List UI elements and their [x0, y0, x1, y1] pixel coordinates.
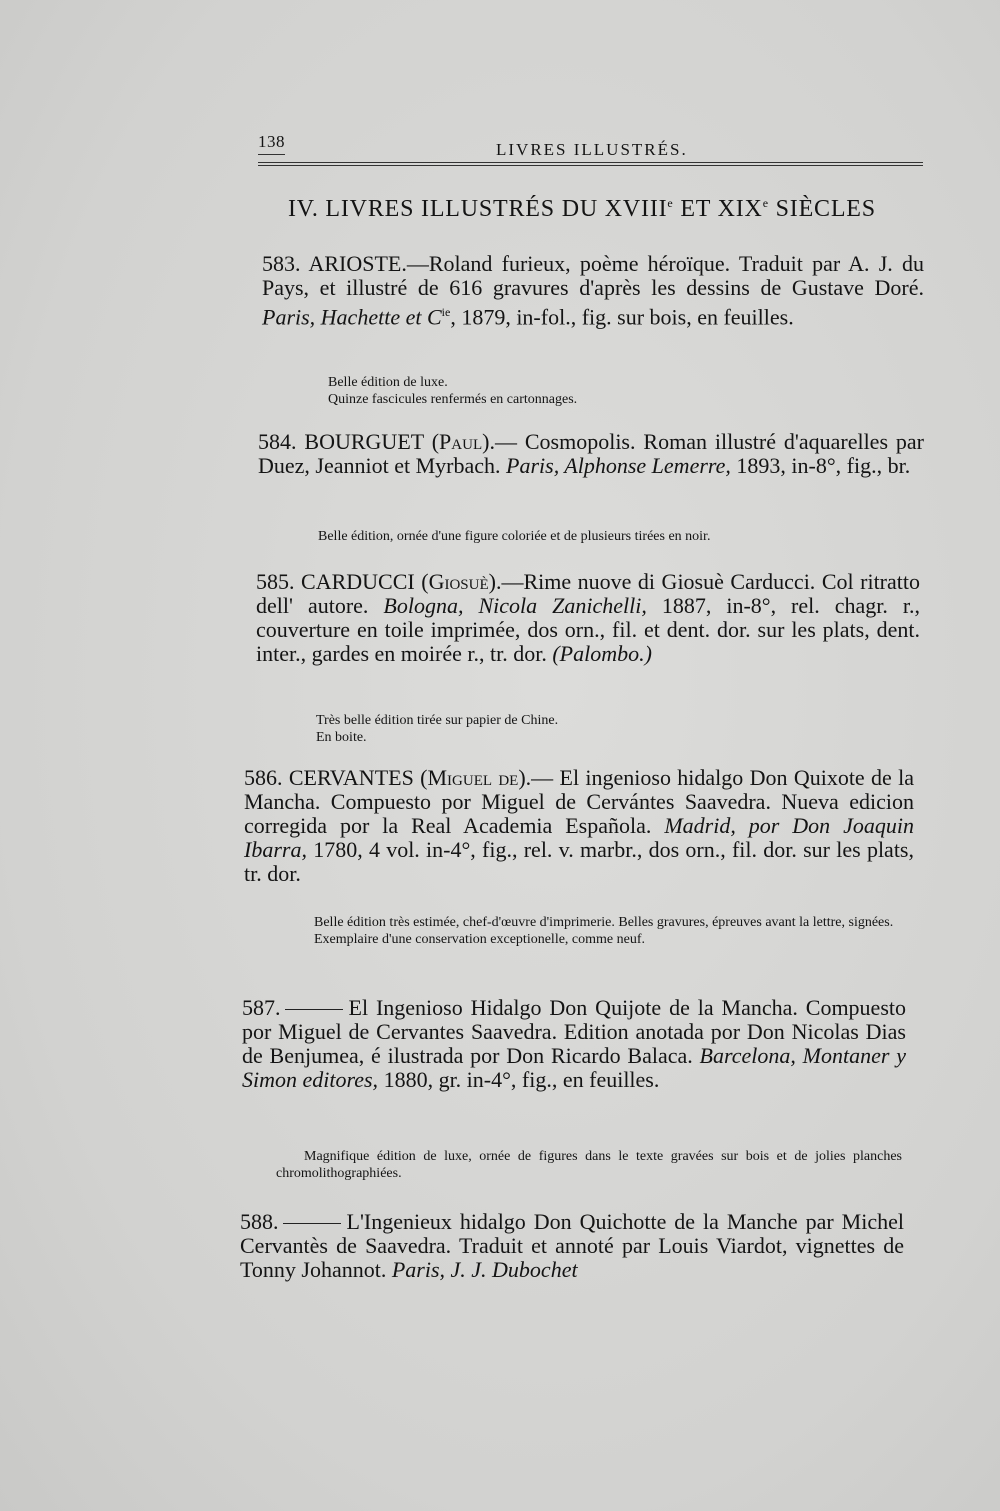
- catalog-entry-583: [262, 252, 924, 329]
- entry-text: — El ingenioso hidalgo Don Quixote de la Mancha. Compuesto por Miguel de Cervántes Saavedra. Nueva edicion corregida por la Real Academia Española.: [244, 765, 914, 838]
- entry-note-583: [300, 374, 900, 408]
- section-title-sup: e: [762, 196, 769, 210]
- header-rule: [258, 162, 923, 166]
- entry-author-firstname: Miguel de: [427, 765, 519, 790]
- note-line: Très belle édition tirée sur papier de Chine.: [316, 713, 559, 728]
- entry-tail: 1780, 4 vol. in-4°, fig., rel. v. marbr., dos orn., fil. dor. sur les plats, tr. dor.: [244, 837, 914, 886]
- entry-imprint: Paris, Alphonse Lemerre,: [506, 453, 731, 478]
- entry-number: 585.: [256, 569, 295, 594]
- entry-text: — Cosmopolis. Roman illustré d'aquarelles par Duez, Jeanniot et Myrbach.: [258, 429, 925, 478]
- section-title-part: SIÈCLES: [768, 196, 876, 222]
- entry-number: 584.: [258, 429, 297, 454]
- entry-note-586: [286, 914, 908, 948]
- section-title: [288, 196, 928, 223]
- entry-note-585: [288, 712, 908, 746]
- catalog-entry-588: [240, 1210, 904, 1282]
- note-line: Quinze fascicules renfermés en cartonnages.: [328, 392, 578, 407]
- entry-author-end: ).: [488, 569, 502, 594]
- section-title-part: ET XIX: [673, 196, 763, 222]
- entry-imprint: Barcelona, Montaner y Simon editores,: [242, 1043, 906, 1092]
- running-head: [258, 132, 923, 172]
- entry-imprint: Paris, J. J. Dubochet: [391, 1257, 578, 1282]
- entry-imprint: Paris, Hachette et C: [262, 304, 442, 330]
- entry-number: 586.: [244, 765, 283, 790]
- entry-text: L'Ingenieux hidalgo Don Quichotte de la Manche par Michel Cervantès de Saavedra. Traduit et annoté par Louis Viardot, vignettes de Tonny Johannot.: [240, 1209, 904, 1282]
- section-title-sup: e: [667, 196, 674, 210]
- entry-text: —Rime nuove di Giosuè Carducci. Col ritratto dell' autore.: [256, 569, 920, 618]
- entry-author: CERVANTES (: [288, 765, 428, 790]
- entry-imprint: Bologna, Nicola Zanichelli,: [383, 593, 647, 618]
- entry-tail: , 1879, in-fol., fig. sur bois, en feuilles.: [450, 304, 794, 330]
- note-line: Belle édition, ornée d'une figure coloriée et de plusieurs tirées en noir.: [318, 529, 711, 544]
- catalog-entry-587: [242, 996, 906, 1092]
- note-line: Exemplaire d'une conservation exceptionelle, comme neuf.: [314, 932, 646, 947]
- entry-tail: 1887, in-8°, rel. chagr. r., couverture en toile imprimée, dos orn., fil. et dent. dor. sur les plats, dent. inter., gardes en moirée r., tr. dor.: [256, 593, 921, 666]
- entry-author: BOURGUET (: [304, 429, 440, 454]
- entry-imprint-sup: ie: [441, 305, 451, 319]
- entry-author-end: ).: [482, 429, 495, 454]
- note-line: Belle édition de luxe.: [328, 375, 448, 390]
- ditto-dash: [285, 1009, 343, 1010]
- section-title-part: IV. LIVRES ILLUSTRÉS DU XVIII: [288, 196, 668, 222]
- catalog-entry-586: [244, 766, 914, 886]
- entry-author-end: ).: [518, 765, 532, 790]
- ditto-dash: [283, 1223, 341, 1224]
- entry-number: 583.: [262, 251, 301, 276]
- entry-author: CARDUCCI (: [301, 569, 429, 594]
- entry-binder: (Palombo.): [552, 641, 652, 666]
- note-line: En boite.: [316, 730, 367, 745]
- page-number: 138: [258, 132, 285, 151]
- note-line: Belle édition très estimée, chef-d'œuvre d'imprimerie. Belles gravures, épreuves avant la lettre, signées.: [314, 915, 894, 930]
- note-line: Magnifique édition de luxe, ornée de figures dans le texte gravées sur bois et de jolies planches chromolithographiées.: [276, 1149, 902, 1181]
- entry-number: 587.: [242, 995, 281, 1020]
- entry-tail: 1880, gr. in-4°, fig., en feuilles.: [378, 1067, 660, 1092]
- entry-author-firstname: Paul: [439, 429, 483, 454]
- entry-imprint: Madrid, por Don Joaquin Ibarra,: [244, 813, 914, 862]
- entry-author-firstname: Giosuè: [428, 569, 489, 594]
- entry-text: —Roland furieux, poème héroïque. Traduit par A. J. du Pays, et illustré de 616 gravures d'après les dessins de Gustave Doré.: [262, 251, 924, 300]
- entry-note-587: [276, 1148, 902, 1182]
- entry-tail: 1893, in-8°, fig., br.: [730, 453, 911, 478]
- catalog-entry-585: [256, 570, 920, 666]
- entry-author: ARIOSTE.: [308, 251, 407, 276]
- entry-note-584: [290, 528, 910, 545]
- entry-number: 588.: [240, 1209, 279, 1234]
- running-title: LIVRES ILLUSTRÉS.: [496, 140, 688, 159]
- catalog-entry-584: [258, 430, 924, 478]
- entry-text: El Ingenioso Hidalgo Don Quijote de la Mancha. Compuesto por Miguel de Cervantes Saavedra. Edition anotada por Don Nicolas Dias de Benjumea, é ilustrada por Don Ricardo Balaca.: [242, 995, 906, 1068]
